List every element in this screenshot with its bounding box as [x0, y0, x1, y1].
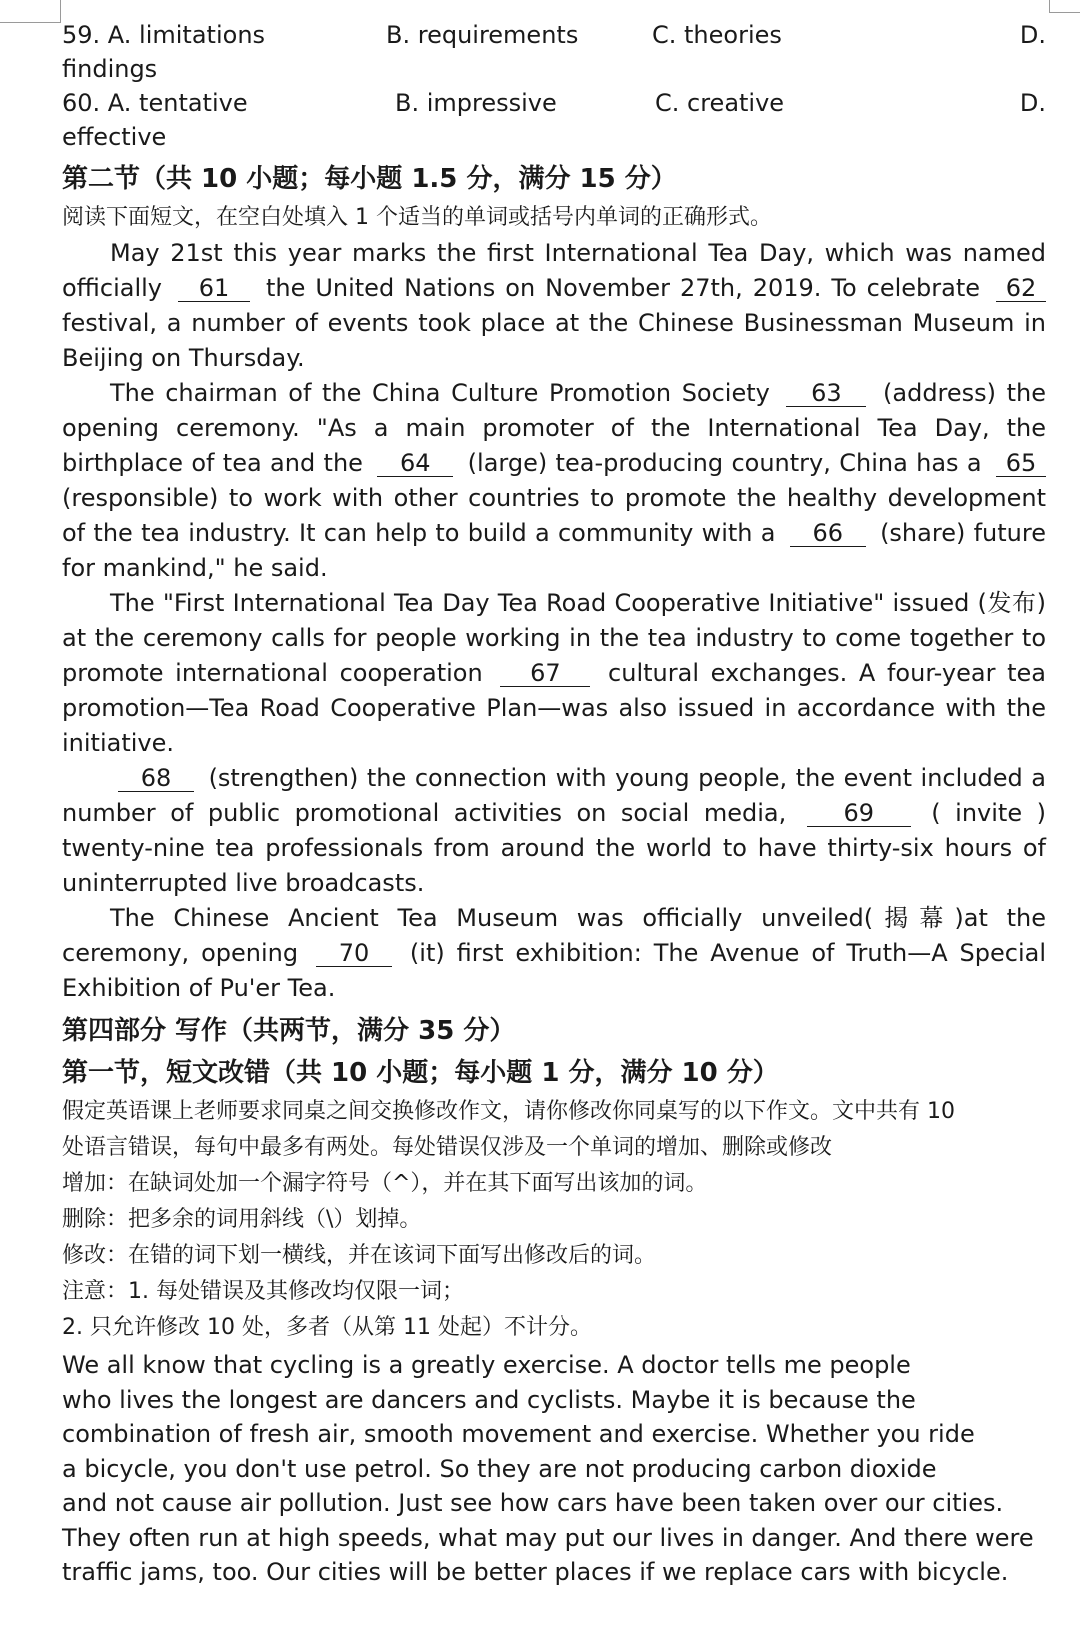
essay-text [62, 1348, 1046, 1590]
q59-option-a: 59. A. limitations [62, 21, 266, 49]
p1-text-1: May 21st this year marks the first International Tea Day, which was named officially [62, 239, 1046, 302]
essay-line: a bicycle, you don't use petrol. So they are not producing carbon dioxide [62, 1454, 937, 1483]
blank-63[interactable]: 63 [786, 380, 866, 407]
part-4-heading: 第四部分 写作（共两节，满分 35 分） [62, 1016, 516, 1046]
blank-68[interactable]: 68 [118, 765, 194, 792]
p4-text-2: ( invite ) twenty-nine tea professionals from around the world to have thirty-six hours of uninterrupted live broadcasts. [62, 799, 1046, 897]
q60-option-d-label: D. [1019, 89, 1046, 117]
p2-text-1: The chairman of the China Culture Promotion Society [110, 379, 770, 407]
instruction-line: 处语言错误，每句中最多有两处。每处错误仅涉及一个单词的增加、删除或修改 [62, 1135, 833, 1160]
blank-66[interactable]: 66 [790, 520, 866, 547]
essay-line: They often run at high speeds, what may put our lives in danger. And there were [62, 1523, 1034, 1552]
q59-option-c: C. theories [652, 21, 782, 49]
p5-text-2: (it) first exhibition: The Avenue of Truth—A Special Exhibition of Pu'er Tea. [62, 939, 1046, 1002]
question-59-options [62, 18, 1046, 52]
passage-paragraph-4 [62, 761, 1046, 901]
q60-option-a: 60. A. tentative [62, 89, 248, 117]
part-4-section-1-heading: 第一节，短文改错（共 10 小题；每小题 1 分，满分 10 分） [62, 1058, 779, 1088]
essay-line: who lives the longest are dancers and cyclists. Maybe it is because the [62, 1385, 916, 1414]
p2-text-3: (large) tea-producing country, China has a [467, 449, 982, 477]
blank-70[interactable]: 70 [316, 940, 392, 967]
p3-text-1: The "First International Tea Day Tea Road Cooperative Initiative" issued (发布) at the ceremony calls for people working in the tea industry to come together to promote international cooperation [62, 589, 1046, 687]
p1-text-2: the United Nations on November 27th, 2019. To celebrate [265, 274, 981, 302]
blank-64[interactable]: 64 [377, 450, 453, 477]
q59-option-d-word: findings [62, 55, 158, 83]
correction-instructions [62, 1094, 1046, 1346]
blank-65[interactable]: 65 [996, 450, 1046, 477]
essay-line: combination of fresh air, smooth movement and exercise. Whether you ride [62, 1420, 975, 1448]
q60-option-b: B. impressive [395, 89, 557, 117]
p4-text-1: (strengthen) the connection with young people, the event included a number of public promotional activities on social media, [62, 764, 1046, 827]
instruction-line: 假定英语课上老师要求同桌之间交换修改作文，请你修改你同桌写的以下作文。文中共有 10 [62, 1099, 955, 1124]
p5-text-1: The Chinese Ancient Tea Museum was officially unveiled(揭幕)at the ceremony, opening [62, 904, 1046, 967]
blank-62[interactable]: 62 [996, 275, 1046, 302]
blank-69[interactable]: 69 [807, 800, 911, 827]
question-60-options [62, 86, 1046, 120]
instruction-line: 删除：把多余的词用斜线（\）划掉。 [62, 1207, 422, 1232]
essay-line: We all know that cycling is a greatly exercise. A doctor tells me people [62, 1351, 911, 1379]
section-2-instruction: 阅读下面短文，在空白处填入 1 个适当的单词或括号内单词的正确形式。 [62, 205, 772, 230]
q60-option-d-word: effective [62, 123, 167, 151]
instruction-line: 修改：在错的词下划一横线，并在该词下面写出修改后的词。 [62, 1243, 657, 1268]
section-2-heading: 第二节（共 10 小题；每小题 1.5 分，满分 15 分） [62, 164, 677, 194]
passage-paragraph-2 [62, 376, 1046, 586]
essay-line: and not cause air pollution. Just see how cars have been taken over our cities. [62, 1489, 1004, 1517]
instruction-line: 增加：在缺词处加一个漏字符号（^），并在其下面写出该加的词。 [62, 1171, 708, 1196]
page-corner-mark-right [1049, 0, 1080, 13]
document-page [62, 18, 1046, 1590]
blank-61[interactable]: 61 [178, 275, 250, 302]
p2-text-2: (address) the opening ceremony. "As a main promoter of the International Tea Day, the birthplace of tea and the [62, 379, 1046, 477]
instruction-line: 2. 只允许修改 10 处，多者（从第 11 处起）不计分。 [62, 1315, 592, 1340]
passage-paragraph-3 [62, 586, 1046, 761]
p2-text-4: (responsible) to work with other countries to promote the healthy development of the tea industry. It can help to build a community with a [62, 484, 1046, 547]
essay-line: traffic jams, too. Our cities will be better places if we replace cars with bicycle. [62, 1558, 1009, 1586]
p3-text-2: cultural exchanges. A four-year tea promotion—Tea Road Cooperative Plan—was also issued in accordance with the initiative. [62, 659, 1046, 757]
q59-option-b: B. requirements [386, 21, 579, 49]
passage-paragraph-1 [62, 236, 1046, 376]
passage-paragraph-5 [62, 901, 1046, 1006]
q59-option-d-label: D. [1019, 21, 1046, 49]
page-corner-mark-left [0, 0, 61, 23]
blank-67[interactable]: 67 [500, 660, 590, 687]
p2-text-5: (share) future for mankind," he said. [62, 519, 1046, 582]
p1-text-3: festival, a number of events took place at the Chinese Businessman Museum in Beijing on Thursday. [62, 309, 1046, 372]
instruction-line: 注意：1. 每处错误及其修改均仅限一词； [62, 1279, 464, 1304]
q60-option-c: C. creative [655, 89, 785, 117]
